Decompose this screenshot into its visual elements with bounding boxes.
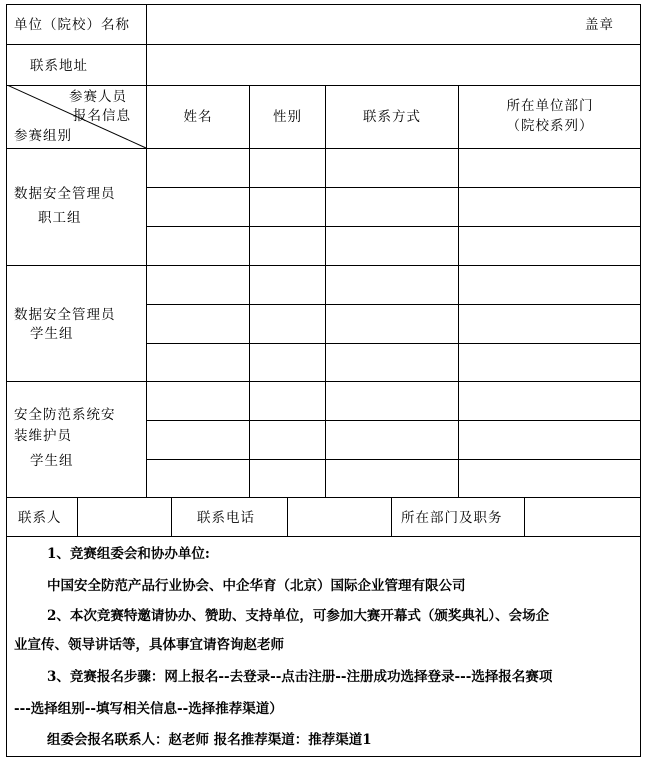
note-4: 组委会报名联系人：赵老师 报名推荐渠道：推荐渠道1 — [47, 732, 372, 748]
row-divider — [146, 343, 641, 344]
contact-person-label: 联系人 — [18, 510, 62, 526]
col-header-dept: 所在单位部门 — [506, 98, 594, 114]
unit-name-label: 单位（院校）名称 — [14, 17, 130, 33]
note-2-line2: 业宣传、领导讲话等，具体事宜请咨询赵老师 — [14, 637, 284, 653]
col-divider — [249, 85, 250, 497]
row-divider — [146, 420, 641, 421]
diag-top-line1: 参赛人员 — [69, 89, 127, 105]
note-3-line1: 3、竞赛报名步骤：网上报名--去登录--点击注册--注册成功选择登录---选择报名赛项 — [47, 669, 553, 685]
group-2-line2: 学生组 — [30, 326, 74, 342]
note-3-line2: ---选择组别--填写相关信息--选择推荐渠道） — [14, 701, 283, 717]
col-divider — [458, 85, 459, 497]
row-divider — [146, 187, 641, 188]
col-divider — [171, 497, 172, 536]
note-1-title: 1、竞赛组委会和协办单位: — [47, 546, 210, 562]
row-divider — [6, 265, 641, 266]
phone-field[interactable] — [288, 498, 391, 536]
group-2-line1: 数据安全管理员 — [14, 307, 116, 323]
row-divider — [146, 304, 641, 305]
contact-person-field[interactable] — [78, 498, 171, 536]
group-3-line2: 装维护员 — [14, 428, 72, 444]
group-3-line3: 学生组 — [30, 453, 74, 469]
address-label: 联系地址 — [30, 58, 88, 74]
col-header-name: 姓名 — [183, 109, 213, 125]
note-1-body: 中国安全防范产品行业协会、中企华育（北京）国际企业管理有限公司 — [47, 578, 466, 594]
group-1-line1: 数据安全管理员 — [14, 186, 116, 202]
col-header-dept-sub: （院校系列） — [506, 118, 594, 134]
phone-label: 联系电话 — [197, 510, 255, 526]
row-divider — [146, 226, 641, 227]
row-divider — [146, 459, 641, 460]
note-2-line1: 2、本次竞赛特邀请协办、赞助、支持单位，可参加大赛开幕式（颁奖典礼）、会场企 — [47, 608, 550, 624]
unit-name-field[interactable] — [147, 5, 640, 44]
col-divider — [325, 85, 326, 497]
group-3-line1: 安全防范系统安 — [14, 407, 116, 423]
dept-position-field[interactable] — [525, 498, 640, 536]
dept-position-label: 所在部门及职务 — [401, 510, 503, 526]
group-1-line2: 职工组 — [38, 210, 82, 226]
stamp-label: 盖章 — [585, 17, 614, 33]
diag-top-line2: 报名信息 — [73, 108, 131, 124]
col-header-contact: 联系方式 — [363, 109, 421, 125]
col-divider — [391, 497, 392, 536]
diag-bottom-label: 参赛组别 — [14, 128, 72, 144]
row-divider — [6, 381, 641, 382]
row-divider — [6, 536, 641, 537]
address-field[interactable] — [147, 45, 640, 85]
col-header-gender: 性别 — [273, 109, 302, 125]
